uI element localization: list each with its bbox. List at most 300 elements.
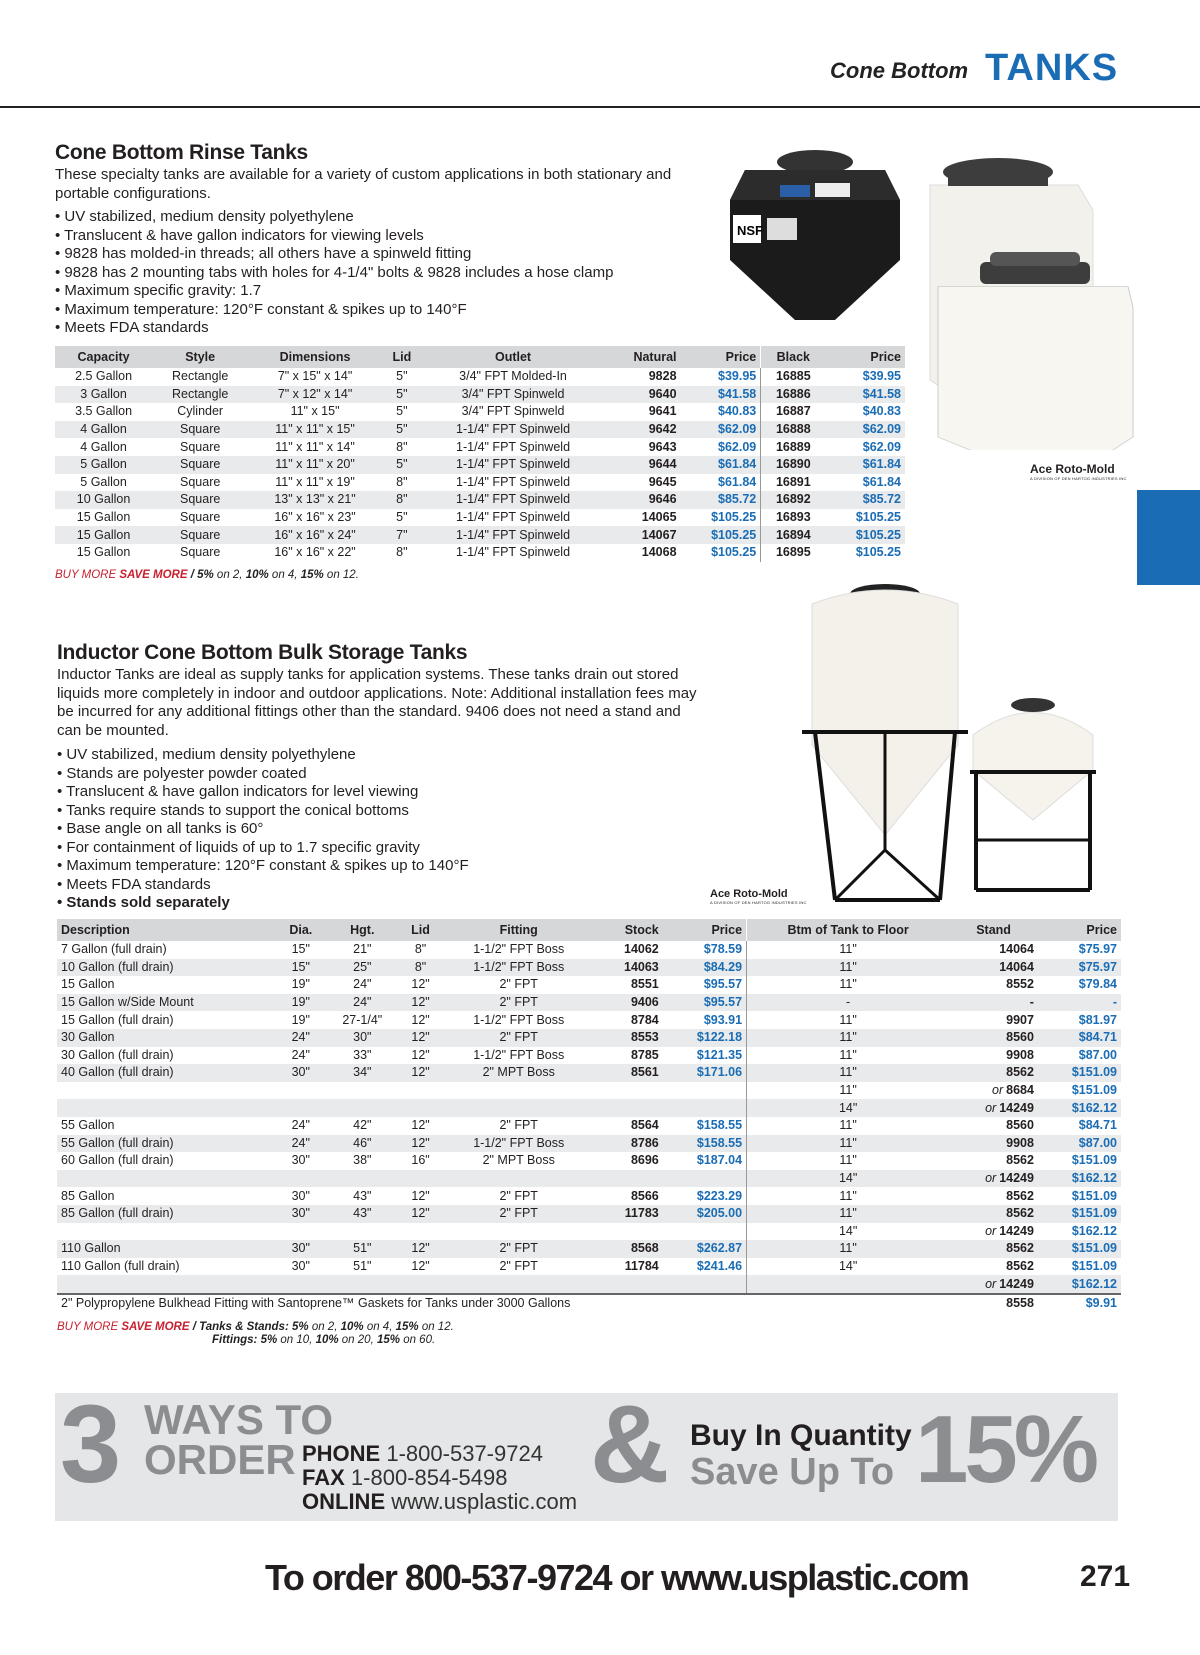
promo-line-2: [57, 1334, 454, 1347]
promo-f2: 10%: [315, 1334, 339, 1346]
table-cell: 12": [411, 1118, 430, 1133]
table-cell: 7" x 12" x 14": [248, 386, 382, 404]
table-cell: 8551: [630, 977, 659, 992]
banner-ways: WAYS TO: [144, 1396, 334, 1443]
table-cell: $158.55: [696, 1118, 743, 1133]
table-cell: 8785: [630, 1047, 659, 1062]
table-cell: [325, 1099, 400, 1117]
column-header: Style: [152, 346, 248, 368]
table-cell: 9828: [648, 369, 677, 384]
table-cell: $241.46: [696, 1258, 743, 1273]
column-header: Stock: [596, 919, 663, 941]
table-cell: 24": [291, 1047, 310, 1062]
table-cell: [277, 1099, 325, 1117]
promo-save-more: SAVE MORE: [121, 1321, 190, 1333]
stand-number: 14249: [999, 1100, 1034, 1115]
table-cell: $95.57: [703, 977, 743, 992]
table-cell-stand: [949, 1029, 1038, 1047]
column-header: Stand: [949, 919, 1038, 941]
table-cell: 9643: [648, 439, 677, 454]
section1-features: [55, 208, 695, 338]
table-cell: 110 Gallon: [57, 1240, 277, 1258]
table-cell: 3/4" FPT Spinweld: [461, 404, 565, 419]
table-cell: 2" FPT: [499, 1118, 538, 1133]
table-cell: $84.29: [663, 959, 747, 977]
column-header: Price: [825, 346, 905, 368]
table-cell: 2" MPT Boss: [441, 1064, 596, 1082]
column-header: Dimensions: [248, 346, 382, 368]
table-cell: 15 Gallon: [61, 977, 115, 992]
table-cell: [441, 1099, 596, 1117]
table-cell: 1-1/4" FPT Spinweld: [456, 439, 571, 454]
table-cell: 11": [747, 1011, 950, 1029]
table-row: [55, 474, 905, 492]
table-cell: $151.09: [1071, 1188, 1117, 1203]
promo-t3: on 12.: [323, 569, 359, 581]
table-cell: 33": [353, 1047, 372, 1062]
table-cell: 12": [400, 1240, 442, 1258]
column-header: Price: [1038, 919, 1121, 941]
table-cell: 1-1/4" FPT Spinweld: [456, 545, 571, 560]
table-row: [55, 403, 905, 421]
table-cell: 2" FPT: [441, 994, 596, 1012]
table-cell: 11": [747, 1240, 950, 1258]
table-row: [55, 421, 905, 439]
table-cell: 7": [382, 526, 422, 544]
table-cell: 27-1/4": [342, 1012, 383, 1027]
table-cell: 1-1/2" FPT Boss: [473, 1047, 565, 1062]
table-cell: $171.06: [663, 1064, 747, 1082]
table-cell: 40 Gallon (full drain): [57, 1064, 277, 1082]
logo-text: Ace Roto-Mold: [710, 888, 788, 900]
table-cell: $61.84: [862, 474, 901, 489]
column-header: Price: [663, 919, 747, 941]
header-rule: [0, 106, 1200, 108]
table-cell: 30": [291, 1258, 310, 1273]
stand-number: 14249: [999, 1171, 1034, 1186]
table-cell: 1-1/2" FPT Boss: [441, 959, 596, 977]
table-cell: Square: [180, 439, 221, 454]
table-cell: $39.95: [862, 369, 901, 384]
table-cell-stand: [949, 1258, 1038, 1276]
table-cell: 14068: [641, 545, 677, 560]
promo-ft1: on 10,: [277, 1334, 316, 1346]
table-cell: $61.84: [825, 456, 905, 474]
table-cell: $41.58: [825, 386, 905, 404]
promo-t3: on 12.: [418, 1321, 454, 1333]
stand-number: 9907: [1006, 1012, 1034, 1027]
table-cell: 14": [747, 1099, 950, 1117]
table-cell: 11783: [596, 1205, 663, 1223]
section2-intro: Inductor Tanks are ideal as supply tanks for application systems. These tanks drain out stored liquids more completely in indoor and outdoor applications. Note: Additional installation fees may be incurred for any additional fittings other than the standard. 9406 does not need a stand and can be mounted.: [57, 666, 697, 739]
table-cell: 8": [382, 491, 422, 509]
table-cell: $162.12: [1038, 1275, 1121, 1294]
table-cell: 13" x 13" x 21": [248, 491, 382, 509]
table-cell: $262.87: [663, 1240, 747, 1258]
table-cell: 11": [747, 1187, 950, 1205]
table-cell: 11" x 15": [290, 404, 340, 419]
table-cell: 43": [353, 1188, 372, 1203]
table-cell: 16" x 16" x 23": [274, 510, 356, 525]
table-cell: 14": [747, 1223, 950, 1241]
footer-row-text: 2" Polypropylene Bulkhead Fitting with Santoprene™ Gaskets for Tanks under 3000 Gallons: [61, 1296, 571, 1311]
promo-buy-more: BUY MORE: [57, 1321, 119, 1333]
table-cell: 38": [353, 1153, 372, 1168]
promo-buy-more: BUY MORE: [55, 569, 117, 581]
table-cell: 16887: [761, 403, 826, 421]
table-cell: $84.71: [1038, 1029, 1121, 1047]
table-cell: 4 Gallon: [55, 421, 152, 439]
table-cell: 12": [411, 1188, 430, 1203]
table-cell: [277, 1170, 325, 1188]
stand-number: 8552: [1006, 977, 1034, 992]
table-cell: 46": [325, 1135, 400, 1153]
table-cell: 9640: [604, 386, 680, 404]
table-cell: 15 Gallon: [76, 545, 131, 560]
table-cell: 8696: [630, 1153, 659, 1168]
feature-item: • 9828 has molded-in threads; all others have a spinweld fitting: [55, 245, 695, 264]
table-cell: [663, 1170, 747, 1188]
table-cell: 24": [291, 1118, 310, 1133]
table-cell: Square: [180, 510, 221, 525]
table-row: [57, 1135, 1121, 1153]
table-cell: [325, 1170, 400, 1188]
table-cell: 24": [277, 1135, 325, 1153]
table-cell: 2.5 Gallon: [75, 369, 133, 384]
table-cell: 16889: [761, 438, 826, 456]
table-cell: $158.55: [663, 1135, 747, 1153]
table-cell: 8786: [596, 1135, 663, 1153]
table-cell: 9646: [604, 491, 680, 509]
table-cell: 55 Gallon: [61, 1118, 115, 1133]
table-cell: 16" x 16" x 22": [274, 545, 356, 560]
table-cell: 11": [747, 959, 950, 977]
table-cell: 1-1/2" FPT Boss: [441, 1135, 596, 1153]
footer-row-stock: 8558: [1006, 1296, 1034, 1311]
table-cell: $122.18: [663, 1029, 747, 1047]
feature-item: • Stands are polyester powder coated: [57, 765, 697, 784]
table-cell: $62.09: [681, 421, 761, 439]
table-cell: 10 Gallon (full drain): [57, 959, 277, 977]
stand-number: 8562: [1006, 1258, 1034, 1273]
feature-item: • Maximum temperature: 120°F constant & spikes up to 140°F: [55, 301, 695, 320]
column-header: Dia.: [277, 919, 325, 941]
stand-number: -: [1029, 995, 1034, 1010]
promo-p1: 5%: [292, 1321, 309, 1333]
table-cell: 110 Gallon (full drain): [61, 1258, 180, 1273]
table-cell: 11": [747, 976, 950, 994]
table-cell: 3.5 Gallon: [75, 404, 133, 419]
feature-item: • For containment of liquids of up to 1.7 specific gravity: [57, 839, 697, 858]
table-cell: 85 Gallon (full drain): [57, 1205, 277, 1223]
table-cell: 11" x 11" x 15": [248, 421, 382, 439]
feature-item: • Maximum temperature: 120°F constant & spikes up to 140°F: [57, 857, 697, 876]
table-cell: 1-1/4" FPT Spinweld: [422, 421, 604, 439]
section2-promo: [57, 1321, 454, 1347]
table-cell-stand: [949, 1099, 1038, 1117]
ace-roto-mold-logo-2: [710, 888, 807, 905]
table-cell: 11": [747, 1135, 950, 1153]
table-cell: $105.25: [855, 545, 901, 560]
table-cell-stand: [949, 1064, 1038, 1082]
table-cell: 30": [277, 1064, 325, 1082]
online-label: ONLINE: [302, 1489, 386, 1514]
promo-p2: 10%: [245, 569, 269, 581]
table-cell: 8": [414, 942, 427, 957]
table-cell: 16892: [761, 491, 826, 509]
table-cell: 2" FPT: [441, 1029, 596, 1047]
section-side-tab: [1137, 490, 1200, 585]
table-cell: $85.72: [681, 491, 761, 509]
table-cell: 11" x 11" x 14": [275, 439, 355, 454]
table-cell: 51": [325, 1240, 400, 1258]
stand-number: 8684: [1006, 1083, 1034, 1098]
banner-order: ORDER: [144, 1436, 296, 1483]
table-cell: 15 Gallon (full drain): [61, 1012, 174, 1027]
table-cell: 30 Gallon: [57, 1029, 277, 1047]
table-cell: 30": [277, 1205, 325, 1223]
banner-percent: 15%: [915, 1396, 1096, 1503]
table-cell: 8568: [596, 1240, 663, 1258]
table-cell: 3/4" FPT Spinweld: [422, 386, 604, 404]
table-cell: [596, 1170, 663, 1188]
table-cell: 15": [277, 959, 325, 977]
table-cell: 16" x 16" x 24": [248, 526, 382, 544]
table-cell: 2" MPT Boss: [482, 1153, 555, 1168]
table-cell: [663, 1275, 747, 1294]
table-row: [57, 994, 1121, 1012]
logo-text: Ace Roto-Mold: [1030, 462, 1115, 476]
stand-number: 8562: [1006, 1153, 1034, 1168]
logo-subtext: A DIVISION OF DEN HARTOG INDUSTRIES INC: [710, 900, 807, 905]
table-cell-stand: [949, 1223, 1038, 1241]
table-cell: 16": [411, 1153, 430, 1168]
table-cell: $62.09: [862, 439, 901, 454]
phone-number[interactable]: 1-800-537-9724: [386, 1441, 543, 1466]
table-row: [57, 1011, 1121, 1029]
section1-intro: These specialty tanks are available for a variety of custom applications in both stationary and portable configurations.: [55, 166, 672, 202]
stand-or-prefix: or: [985, 1100, 997, 1115]
table-cell: 5 Gallon: [80, 474, 127, 489]
table-row: [57, 1099, 1121, 1117]
table-cell: [596, 1082, 663, 1100]
table-cell: 11" x 11" x 19": [275, 474, 355, 489]
column-header: Price: [681, 346, 761, 368]
table-cell: 5": [396, 510, 408, 525]
promo-f1: 5%: [260, 1334, 278, 1346]
table-cell: 25": [325, 959, 400, 977]
table-cell-stand: [949, 941, 1038, 959]
table-cell: 11": [747, 1047, 950, 1065]
table-cell: 16886: [761, 386, 826, 404]
table-cell: [747, 1275, 950, 1294]
table-cell: 1-1/4" FPT Spinweld: [456, 474, 571, 489]
table-cell: 1-1/2" FPT Boss: [473, 942, 565, 957]
table-cell: 9642: [604, 421, 680, 439]
column-header: Hgt.: [325, 919, 400, 941]
promo-ft2: on 20,: [338, 1334, 377, 1346]
table-cell: [57, 1082, 277, 1100]
table-cell: 8784: [630, 1012, 659, 1027]
table-cell: 5": [382, 421, 422, 439]
table-cell: 9645: [648, 474, 677, 489]
table-cell: $105.25: [855, 510, 901, 525]
table-cell: [596, 1223, 663, 1241]
table-cell: $79.84: [1078, 977, 1117, 992]
column-header: Fitting: [441, 919, 596, 941]
table-cell: [57, 1099, 277, 1117]
table-cell: Square: [180, 545, 221, 560]
promo-label-tanks: Tanks & Stands:: [199, 1321, 289, 1333]
column-header: Description: [57, 919, 277, 941]
table-cell: 30 Gallon (full drain): [61, 1047, 174, 1062]
table-cell: 21": [353, 942, 372, 957]
table-cell: 12": [400, 1029, 442, 1047]
banner-buy-quantity: Buy In Quantity: [690, 1419, 912, 1452]
table-cell: 11784: [624, 1258, 659, 1273]
table-cell: [57, 1275, 277, 1294]
table-cell: Square: [180, 474, 221, 489]
table-cell: 42": [353, 1118, 372, 1133]
table-cell: $93.91: [703, 1012, 743, 1027]
table-cell: 2" FPT: [499, 1188, 538, 1203]
feature-item: • Translucent & have gallon indicators for viewing levels: [55, 227, 695, 246]
table-cell: [663, 1082, 747, 1100]
table-cell-stand: [949, 1117, 1038, 1135]
table-cell: 15 Gallon: [76, 510, 131, 525]
table-cell: 30": [277, 1240, 325, 1258]
feature-stands-sold-separately: • Stands sold separately: [57, 894, 697, 913]
feature-item: • UV stabilized, medium density polyethylene: [57, 746, 697, 765]
table-cell: $151.09: [1038, 1205, 1121, 1223]
column-header: Btm of Tank to Floor: [747, 919, 950, 941]
ace-roto-mold-logo-1: [1030, 462, 1127, 481]
table-cell: 4 Gallon: [80, 439, 127, 454]
table-cell: 5": [396, 404, 408, 419]
table-cell: 8": [396, 474, 408, 489]
logo-subtext: A DIVISION OF DEN HARTOG INDUSTRIES INC: [1030, 476, 1127, 481]
table-cell: [57, 1170, 277, 1188]
table-cell: 24": [277, 1029, 325, 1047]
table-cell-stand: [949, 1152, 1038, 1170]
table-cell: $81.97: [1078, 1012, 1117, 1027]
table-cell-stand: [949, 959, 1038, 977]
table-cell: [400, 1275, 442, 1294]
stand-number: 8562: [1006, 1065, 1034, 1080]
promo-t1: on 2,: [308, 1321, 341, 1333]
table-cell: $105.25: [825, 526, 905, 544]
table-cell: [277, 1275, 325, 1294]
banner-save-up-to: Save Up To: [690, 1451, 895, 1493]
table-cell: 2" FPT: [499, 1258, 538, 1273]
table-cell: 11": [747, 1029, 950, 1047]
table-cell: $162.12: [1038, 1170, 1121, 1188]
table-cell: 11": [747, 1064, 950, 1082]
table-cell: 24": [325, 994, 400, 1012]
promo-slash: /: [189, 1321, 200, 1333]
feature-item: • UV stabilized, medium density polyethylene: [55, 208, 695, 227]
table-cell: $62.09: [825, 421, 905, 439]
table-cell: $151.09: [1038, 1064, 1121, 1082]
stand-or-prefix: or: [985, 1171, 997, 1186]
table-header-row: [55, 346, 905, 368]
table-row: [57, 1240, 1121, 1258]
table-cell: $78.59: [703, 942, 743, 957]
column-header: Capacity: [55, 346, 152, 368]
column-header: Lid: [400, 919, 442, 941]
table-cell: 85 Gallon: [61, 1188, 115, 1203]
table-cell: 3/4" FPT Molded-In: [459, 369, 567, 384]
table-cell: 16890: [761, 456, 826, 474]
stand-or-prefix: or: [985, 1276, 997, 1291]
table-cell: [663, 1223, 747, 1241]
table-cell-stand: [949, 1047, 1038, 1065]
table-cell: $95.57: [663, 994, 747, 1012]
stand-number: 8562: [1006, 1241, 1034, 1256]
table-cell: 5": [382, 386, 422, 404]
table-cell: 16888: [761, 421, 826, 439]
footer-order-line: To order 800-537-9724 or www.usplastic.com: [265, 1557, 969, 1598]
table-cell: 11": [747, 1205, 950, 1223]
stand-number: 9908: [1006, 1047, 1034, 1062]
table-row: [57, 1029, 1121, 1047]
stand-number: 14064: [999, 942, 1034, 957]
table-cell: 9644: [604, 456, 680, 474]
stand-number: 8562: [1006, 1206, 1034, 1221]
phone-label: PHONE: [302, 1441, 381, 1466]
table-cell-stand: [949, 994, 1038, 1012]
table-cell: 55 Gallon (full drain): [57, 1135, 277, 1153]
table-row: [57, 1047, 1121, 1065]
table-cell: [441, 1082, 596, 1100]
table-row: [55, 386, 905, 404]
feature-item: • Base angle on all tanks is 60°: [57, 820, 697, 839]
table-cell: 12": [411, 1012, 430, 1027]
table-cell: 8553: [596, 1029, 663, 1047]
table-cell: 16895: [761, 544, 826, 562]
table-row: [57, 1064, 1121, 1082]
table-cell: $87.00: [1038, 1135, 1121, 1153]
table-cell: $151.09: [1071, 1153, 1117, 1168]
table-cell: $121.35: [696, 1047, 743, 1062]
table-cell: 8": [400, 959, 442, 977]
table-cell: 19": [277, 994, 325, 1012]
stand-number: 8562: [1006, 1188, 1034, 1203]
inductor-tank-small-image: [968, 695, 1098, 895]
table-cell: 8561: [596, 1064, 663, 1082]
table-cell-stand: [949, 1082, 1038, 1100]
table-cell: $39.95: [718, 369, 757, 384]
table-cell: 12": [411, 1258, 430, 1273]
table-cell: 14062: [624, 942, 659, 957]
table-cell: [277, 1223, 325, 1241]
promo-t2: on 4,: [268, 569, 301, 581]
promo-ft3: on 60.: [400, 1334, 436, 1346]
table-cell: $41.58: [681, 386, 761, 404]
table-cell: 5": [396, 369, 408, 384]
table-row: [55, 526, 905, 544]
table-cell: $151.09: [1038, 1240, 1121, 1258]
table-cell: 10 Gallon: [55, 491, 152, 509]
banner-ampersand: &: [590, 1383, 670, 1506]
feature-item: • Tanks require stands to support the conical bottoms: [57, 802, 697, 821]
table-row: [57, 1205, 1121, 1223]
promo-t1: on 2,: [213, 569, 246, 581]
online-url[interactable]: www.usplastic.com: [391, 1489, 578, 1514]
table-cell: [57, 1223, 277, 1241]
table-cell: -: [1038, 994, 1121, 1012]
table-cell: [277, 1082, 325, 1100]
